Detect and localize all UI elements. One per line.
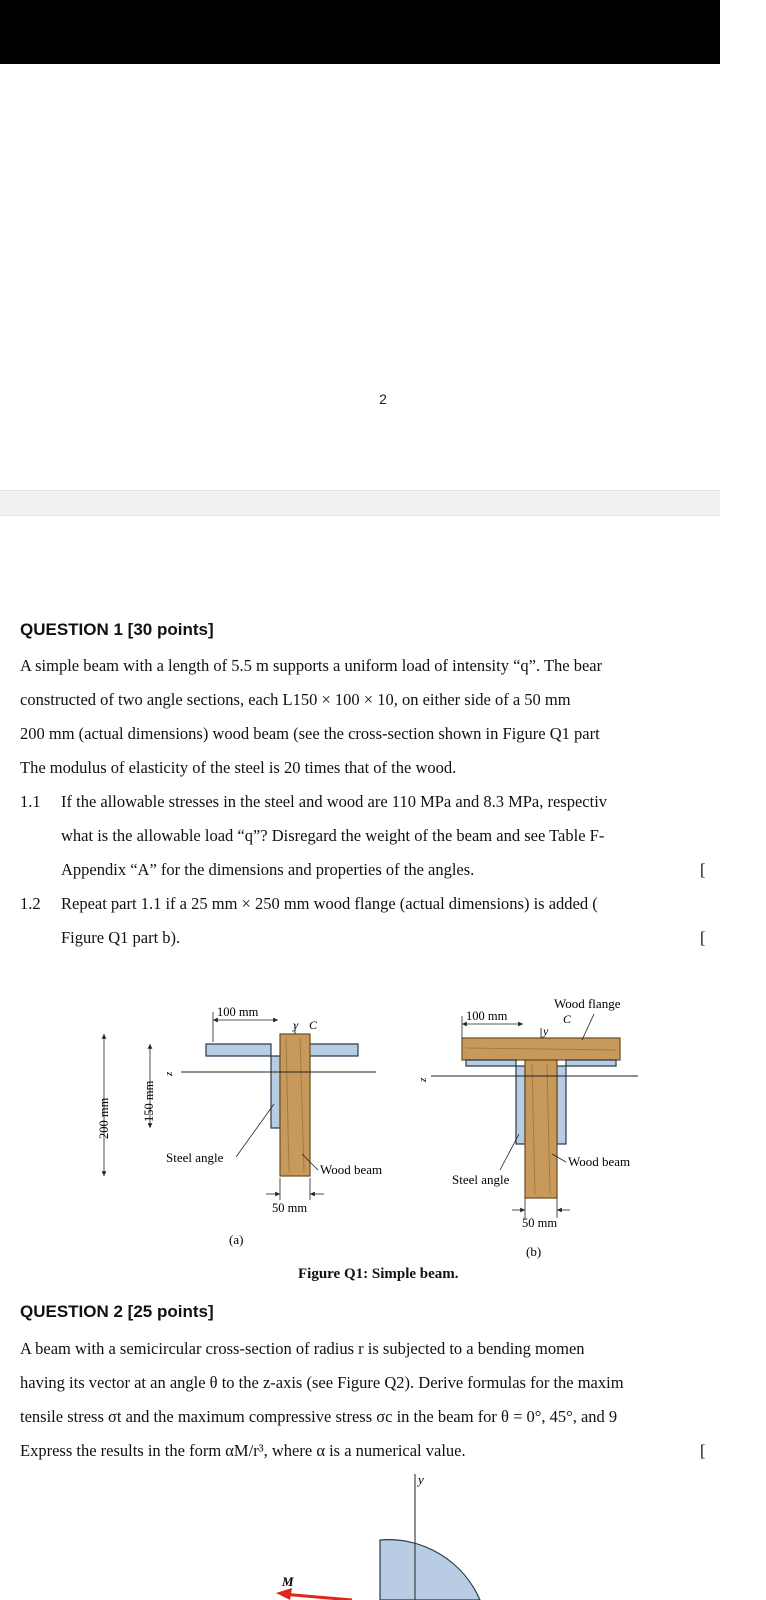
dim-50mm: 50 mm <box>522 1216 558 1230</box>
wood-beam-label: Wood beam <box>568 1154 631 1169</box>
centroid-label: C <box>563 1012 572 1026</box>
wood-beam-a <box>280 1034 310 1176</box>
dim-100mm: 100 mm <box>466 1009 508 1023</box>
dim-150mm: 150 mm <box>142 1080 156 1122</box>
q1-item-line: Figure Q1 part b). <box>61 928 181 947</box>
steel-angle-right <box>557 1060 616 1144</box>
centroid-label: C <box>309 1018 318 1032</box>
question-1-heading: QUESTION 1 [30 points] <box>20 620 214 639</box>
q1-item-number: 1.2 <box>20 894 41 913</box>
axis-y-label: y <box>293 1018 299 1032</box>
q1-text-line: 200 mm (actual dimensions) wood beam (see the cross-section shown in Figure Q1 part <box>20 724 600 743</box>
question-2-heading: QUESTION 2 [25 points] <box>20 1302 214 1321</box>
q2-text-line: tensile stress σt and the maximum compressive stress σc in the beam for θ = 0°, 45°, and 9 <box>20 1407 618 1426</box>
axis-z-label: z <box>417 1077 429 1082</box>
axis-y-label: y <box>418 1472 424 1487</box>
semicircle-section <box>380 1540 480 1600</box>
part-a-label: (a) <box>229 1232 244 1247</box>
marks-bracket: [ <box>700 860 706 879</box>
steel-angle-left <box>206 1044 280 1128</box>
page-separator <box>0 490 720 516</box>
moment-label: M <box>282 1574 294 1589</box>
steel-angle-label: Steel angle <box>452 1172 510 1187</box>
q1-item-number: 1.1 <box>20 792 41 811</box>
q1-text-line: constructed of two angle sections, each L150 × 100 × 10, on either side of a 50 mm <box>20 690 571 709</box>
page-number: 2 <box>379 391 387 407</box>
steel-angle-label: Steel angle <box>166 1150 224 1165</box>
axis-y-label: y <box>543 1024 549 1038</box>
q1-item-line: Repeat part 1.1 if a 25 mm × 250 mm wood flange (actual dimensions) is added ( <box>61 894 598 913</box>
dim-200mm: 200 mm <box>97 1097 111 1139</box>
figure-q1-part-a <box>97 1005 382 1247</box>
figure-q1-part-b <box>417 996 638 1259</box>
figure-q1-caption: Figure Q1: Simple beam. <box>298 1266 459 1282</box>
marks-bracket: [ <box>700 1441 706 1460</box>
wood-beam-label: Wood beam <box>320 1162 383 1177</box>
marks-bracket: [ <box>700 928 706 947</box>
wood-beam-b <box>525 1060 557 1198</box>
q1-item-line: what is the allowable load “q”? Disregard the weight of the beam and see Table F- <box>61 826 605 845</box>
dim-100mm: 100 mm <box>217 1005 259 1019</box>
top-status-bar <box>0 0 720 64</box>
wood-flange-label: Wood flange <box>554 996 621 1011</box>
figure-q1 <box>86 996 666 1259</box>
figure-q2 <box>260 1470 520 1600</box>
q1-text-line: The modulus of elasticity of the steel is 20 times that of the wood. <box>20 758 457 777</box>
q2-text-line: Express the results in the form αM/r³, where α is a numerical value. <box>20 1441 466 1460</box>
q2-text-line: having its vector at an angle θ to the z-axis (see Figure Q2). Derive formulas for the maxim <box>20 1373 624 1392</box>
steel-angle-left <box>466 1060 525 1144</box>
moment-vector-arrow <box>282 1594 352 1600</box>
q1-item-line: If the allowable stresses in the steel and wood are 110 MPa and 8.3 MPa, respectiv <box>61 792 608 811</box>
q1-text-line: A simple beam with a length of 5.5 m supports a uniform load of intensity “q”. The bear <box>20 656 603 675</box>
dim-50mm: 50 mm <box>272 1201 308 1215</box>
axis-z-label: z <box>163 1071 175 1076</box>
q2-text-line: A beam with a semicircular cross-section of radius r is subjected to a bending momen <box>20 1339 585 1358</box>
q1-item-line: Appendix “A” for the dimensions and properties of the angles. <box>61 860 475 879</box>
part-b-label: (b) <box>526 1244 542 1259</box>
